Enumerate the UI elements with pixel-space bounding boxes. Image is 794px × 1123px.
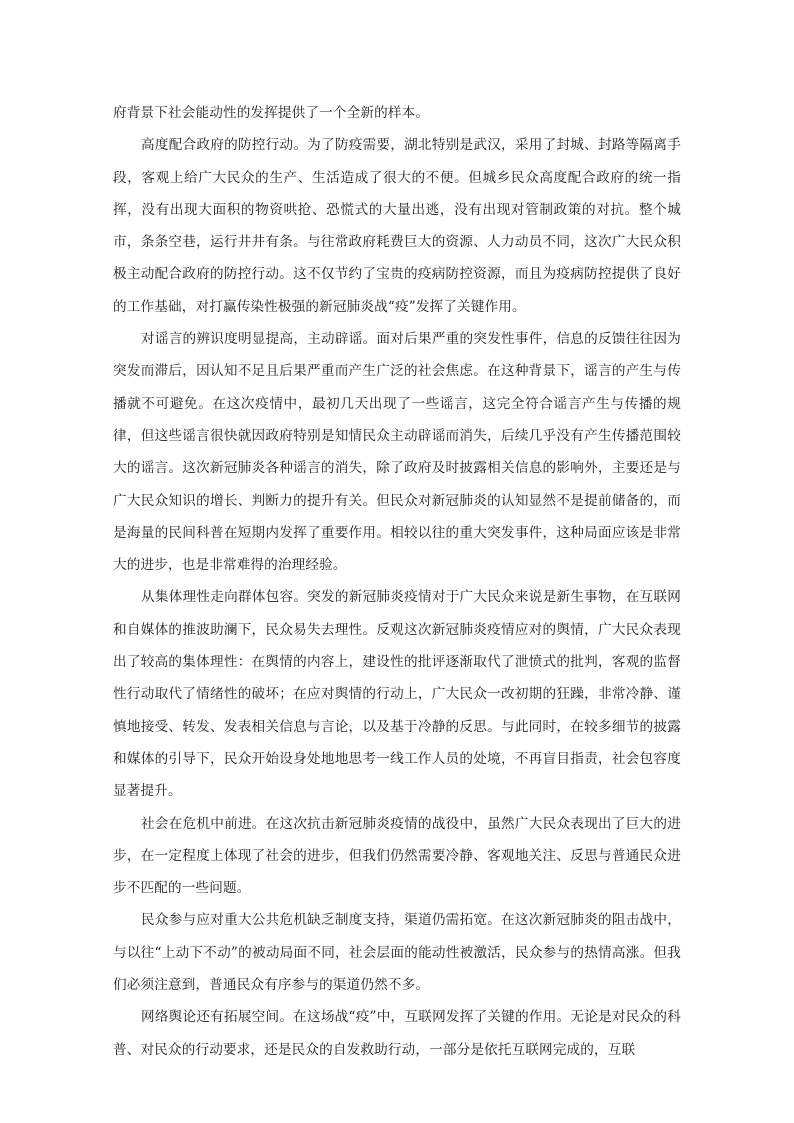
paragraph-online-opinion: 网络舆论还有拓展空间。在这场战“疫”中，互联网发挥了关键的作用。无论是对民众的科普、对民众的行动要求，还是民众的自发救助行动，一部分是依托互联网完成的，互联 [113, 1009, 681, 1058]
paragraph-society-progress: 社会在危机中前进。在这次抗击新冠肺炎疫情的战役中，虽然广大民众表现出了巨大的进步，在一定程度上体现了社会的进步，但我们仍然需要冷静、客观地关注、反思与普通民众进步不匹配的一些问题。 [113, 815, 681, 897]
paragraph-continuation: 府背景下社会能动性的发挥提供了一个全新的样本。 [113, 105, 430, 121]
document-body [113, 97, 681, 1066]
paragraph-collective-rationality: 从集体理性走向群体包容。突发的新冠肺炎疫情对于广大民众来说是新生事物，在互联网和自媒体的推波助澜下，民众易失去理性。反观这次新冠肺炎疫情应对的舆情，广大民众表现出了较高的集体理性：在舆情的内容上，建设性的批评逐渐取代了泄愤式的批判，客观的监督性行动取代了情绪性的破坏；在应对舆情的行动上，广大民众一改初期的狂躁，非常冷静、谨慎地接受、转发、发表相关信息与言论，以及基于冷静的反思。与此同时，在较多细节的披露和媒体的引导下，民众开始设身处地地思考一线工作人员的处境，不再盲目指责，社会包容度显著提升。 [113, 589, 681, 800]
paragraph-rumors: 对谣言的辨识度明显提高，主动辟谣。面对后果严重的突发性事件，信息的反馈往往因为突发而滞后，因认知不足且后果严重而产生广泛的社会焦虑。在这种背景下，谣言的产生与传播就不可避免。在这次疫情中，最初几天出现了一些谣言，这完全符合谣言产生与传播的规律，但这些谣言很快就因政府特别是知情民众主动辟谣而消失，后续几乎没有产生传播范围较大的谣言。这次新冠肺炎各种谣言的消失，除了政府及时披露相关信息的影响外，主要还是与广大民众知识的增长、判断力的提升有关。但民众对新冠肺炎的认知显然不是提前储备的，而是海量的民间科普在短期内发挥了重要作用。相较以往的重大突发事件，这种局面应该是非常大的进步，也是非常难得的治理经验。 [113, 331, 681, 574]
paragraph-public-participation: 民众参与应对重大公共危机缺乏制度支持，渠道仍需拓宽。在这次新冠肺炎的阻击战中，与以往“上动下不动”的被动局面不同，社会层面的能动性被激活，民众参与的热情高涨。但我们必须注意到，普通民众有序参与的渠道仍然不多。 [113, 912, 681, 994]
paragraph-cooperation: 高度配合政府的防控行动。为了防疫需要，湖北特别是武汉，采用了封城、封路等隔离手段，客观上给广大民众的生产、生活造成了很大的不便。但城乡民众高度配合政府的统一指挥，没有出现大面积的物资哄抢、恐慌式的大量出逃，没有出现对管制政策的对抗。整个城市，条条空巷，运行井井有条。与往常政府耗费巨大的资源、人力动员不同，这次广大民众积极主动配合政府的防控行动。这不仅节约了宝贵的疫病防控资源，而且为疫病防控提供了良好的工作基础，对打赢传染性极强的新冠肺炎战“疫”发挥了关键作用。 [113, 137, 681, 315]
